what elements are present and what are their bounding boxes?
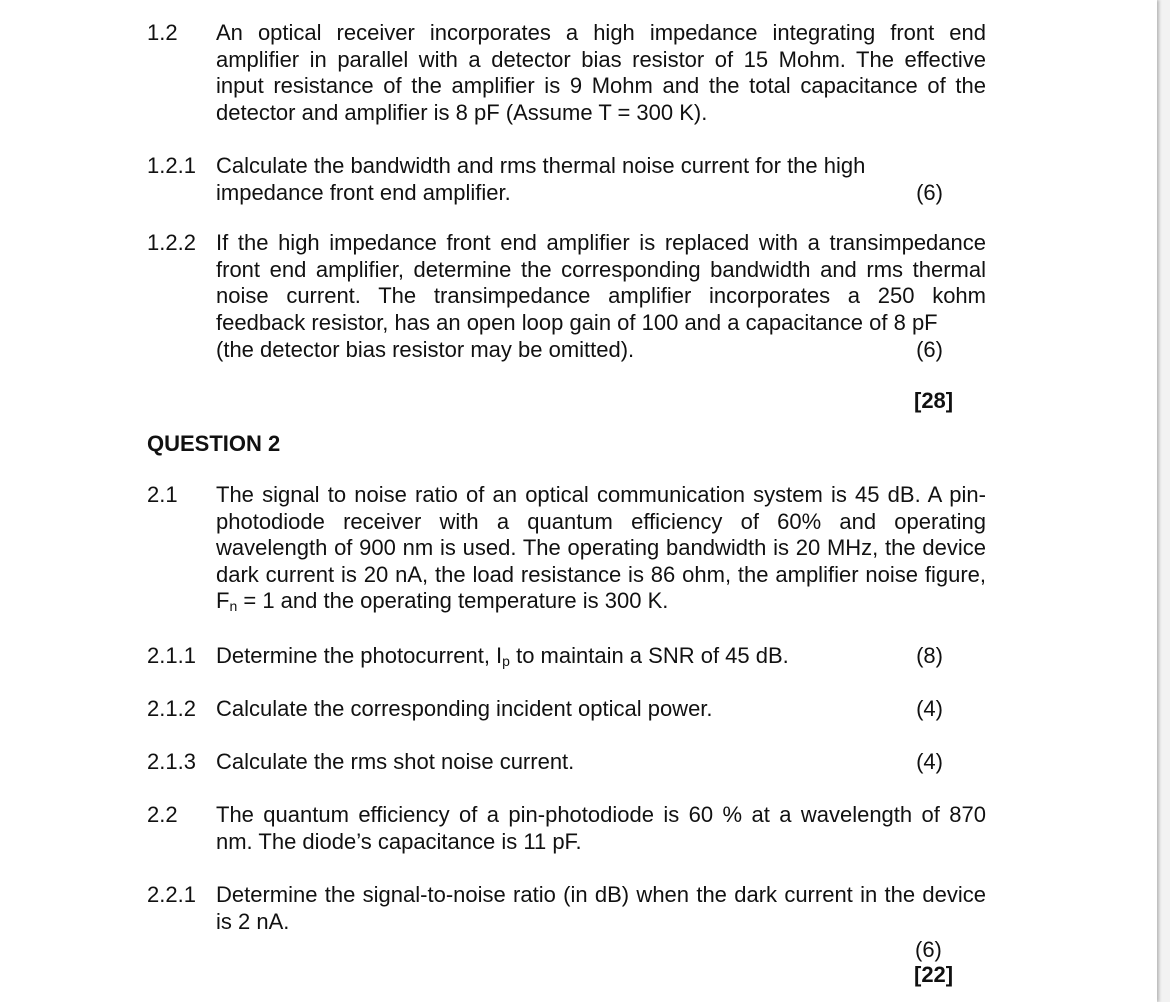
q2-1-number: 2.1 [147, 482, 178, 507]
q1-2-1-text: Calculate the bandwidth and rms thermal noise current for the high [216, 153, 866, 178]
q1-2-text: An optical receiver incorporates a high impedance integrating front end amplifier in parallel with a detector bias resistor of 15 Mohm. The effective input resistance of the amplifier is 9 Mohm and the total capacitance of the detector and amplifier is 8 pF (Assume T = 300 K). [216, 20, 986, 125]
q2-1-1-text: Determine the photocurrent, $I_p$ to maintain a SNR of 45 dB. [216, 643, 789, 669]
q1-2-2-text-end: (the detector bias resistor may be omitted). [216, 337, 635, 362]
q2-1-3-line [216, 749, 986, 776]
q2-1-3-marks: (4) [916, 749, 943, 774]
q2-total-marks: [22] [914, 962, 954, 987]
q2-1-1-number: 2.1.1 [147, 643, 196, 668]
q1-2-2-marks: (6) [916, 337, 943, 362]
q1-total-marks: [28] [914, 388, 954, 413]
q1-2-1-number: 1.2.1 [147, 153, 196, 178]
q1-2-1-last-line [216, 180, 986, 207]
q2-1-3-number: 2.1.3 [147, 749, 196, 774]
q2-1-1-marks: (8) [916, 643, 943, 668]
q2-1-3-text: Calculate the rms shot noise current. [216, 749, 575, 774]
q2-1-text: The signal to noise ratio of an optical communication system is 45 dB. A pin-photodiode receiver with a quantum efficiency of 60% and operating wavelength of 900 nm is used. The operating bandwidth is 20 MHz, the device dark current is 20 nA, the load resistance is 86 ohm, the amplifier noise figure, $F_n = 1$ and the operating temperature is 300 K. [216, 482, 986, 615]
question-2-heading: QUESTION 2 [147, 431, 281, 456]
q1-2-2-text: If the high impedance front end amplifier is replaced with a transimpedance front end amplifier, determine the corresponding bandwidth and rms thermal noise current. The transimpedance amplifier incorporates a 250 kohm feedback resistor, has an open loop gain of 100 and a capacitance of 8 pF [216, 230, 986, 335]
q2-2-text: The quantum efficiency of a pin-photodiode is 60 % at a wavelength of 870 nm. The diode’s capacitance is 11 pF. [216, 802, 986, 854]
q1-2-2-number: 1.2.2 [147, 230, 196, 255]
q1-2-1-text-end: impedance front end amplifier. [216, 180, 511, 205]
q2-2-1-number: 2.2.1 [147, 882, 196, 907]
q1-2-number: 1.2 [147, 20, 178, 45]
q2-1-2-marks: (4) [916, 696, 943, 721]
q2-2-1-marks: (6) [915, 937, 942, 962]
q1-2-1-marks: (6) [916, 180, 943, 205]
q2-2-1-text: Determine the signal-to-noise ratio (in dB) when the dark current in the device is 2 nA. [216, 882, 986, 934]
q2-1-2-number: 2.1.2 [147, 696, 196, 721]
q2-1-1-line [216, 643, 986, 670]
q1-2-2-last-line [216, 337, 986, 364]
q2-1-2-text: Calculate the corresponding incident optical power. [216, 696, 713, 721]
q2-1-2-line [216, 696, 986, 723]
q2-2-number: 2.2 [147, 802, 178, 827]
